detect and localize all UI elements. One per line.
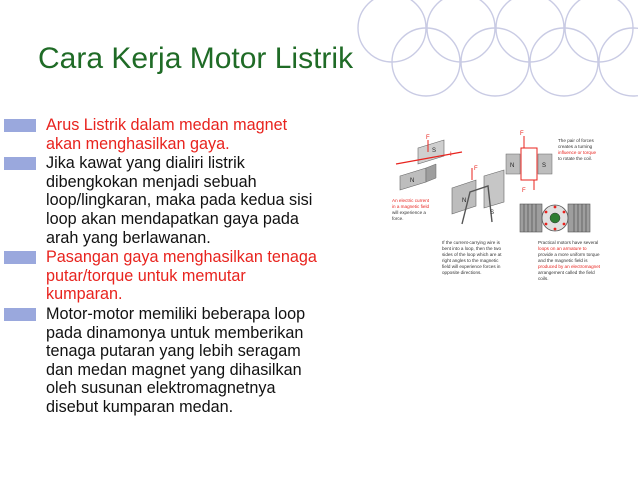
caption-line: in a magnetic field <box>392 204 430 209</box>
circle-shape <box>358 0 426 62</box>
armature-slot <box>545 211 548 214</box>
bullet-line: akan menghasilkan gaya. <box>46 134 230 153</box>
bullet-mark-icon <box>4 157 36 170</box>
magnet-north-block <box>452 180 476 214</box>
bullet-line: loop akan mendapatkan gaya pada <box>46 209 299 228</box>
armature-slot <box>545 223 548 226</box>
armature-slot <box>563 223 566 226</box>
caption-line: influence or torque <box>558 150 597 155</box>
caption-line: coils. <box>538 276 549 281</box>
slide-title: Cara Kerja Motor Listrik <box>38 42 354 75</box>
armature-core <box>550 213 560 223</box>
force-label: F <box>474 166 478 172</box>
pole-n-label: N <box>510 163 515 169</box>
pole-s-label: S <box>542 163 547 169</box>
caption-line: Practical motors have several <box>538 240 599 245</box>
field-coil-right <box>568 204 590 232</box>
motor-diagram <box>392 118 622 318</box>
caption-line: bent into a loop, then the two <box>442 246 501 251</box>
pole-s-label: S <box>432 148 437 154</box>
caption-line: If the current-carrying wire is <box>442 240 500 245</box>
magnet-block-side <box>426 164 436 182</box>
force-label: F <box>426 135 430 141</box>
caption-line: sides of the loop which are at <box>442 252 502 257</box>
bullet-item <box>0 305 390 417</box>
bullet-line: tenaga putaran yang lebih seragam <box>46 342 301 361</box>
caption-line: creates a turning <box>558 144 593 149</box>
bullet-mark-icon <box>4 251 36 264</box>
panel-wire-in-field <box>392 135 462 221</box>
coil-loop <box>521 148 537 180</box>
panel-armature <box>520 204 601 281</box>
field-coil-left <box>520 204 542 232</box>
magnet-south-block <box>484 170 504 208</box>
force-label-top: F <box>520 131 524 137</box>
caption-line: and the magnetic field is <box>538 258 588 263</box>
caption-line: will experience a <box>392 210 426 215</box>
pole-n-label: N <box>462 198 467 204</box>
caption-line: arrangement called the field <box>538 270 595 275</box>
caption-line: The pair of forces <box>558 138 594 143</box>
armature-slot <box>554 206 557 209</box>
bullet-line: dibengkokan menjadi sebuah <box>46 172 257 191</box>
bullet-mark-icon <box>4 308 36 321</box>
bullet-line: Motor-motor memiliki beberapa loop <box>46 304 306 323</box>
circle-shape <box>530 28 598 96</box>
caption-line: loops on an armature to <box>538 246 587 251</box>
bullet-line: kumparan. <box>46 285 123 304</box>
circle-shape <box>565 0 633 62</box>
armature-slot <box>554 228 557 231</box>
caption-line: An electric current <box>392 198 430 203</box>
bullet-item <box>0 154 390 247</box>
caption-line: produced by an electromagnet <box>538 264 601 269</box>
caption-line: field will experience forces in <box>442 264 501 269</box>
force-label-bottom: F <box>522 188 526 194</box>
bullet-list <box>0 116 390 418</box>
bullet-line: Arus Listrik dalam medan magnet <box>46 116 288 134</box>
circle-shape <box>496 0 564 62</box>
circle-shape <box>427 0 495 62</box>
bullet-line: loop/lingkaran, maka pada kedua sisi <box>46 191 313 210</box>
bullet-line: putar/torque untuk memutar <box>46 266 246 285</box>
caption-line: to rotate the coil. <box>558 156 592 161</box>
caption-line: right angles to the magnetic <box>442 258 499 263</box>
bullet-line: arah yang berlawanan. <box>46 228 211 247</box>
bullet-item <box>0 248 390 304</box>
circle-shape <box>461 28 529 96</box>
pole-n-label: N <box>410 178 415 184</box>
panel-loop <box>442 166 504 275</box>
bullet-line: Jika kawat yang dialiri listrik <box>46 154 245 173</box>
bullet-item <box>0 116 390 153</box>
bullet-line: dan medan magnet yang dihasilkan <box>46 360 302 379</box>
magnet-south-block <box>418 140 444 164</box>
bullet-line: oleh susunan elektromagnetnya <box>46 379 276 398</box>
current-label: I <box>450 152 452 158</box>
armature-slot <box>563 211 566 214</box>
pole-s-label: S <box>490 210 495 216</box>
circle-shape <box>392 28 460 96</box>
caption-line: opposite directions. <box>442 270 482 275</box>
bullet-line: disebut kumparan medan. <box>46 397 234 416</box>
bullet-line: pada dinamonya untuk memberikan <box>46 323 304 342</box>
caption-line: force. <box>392 216 404 221</box>
bullet-mark-icon <box>4 119 36 132</box>
bullet-line: Pasangan gaya menghasilkan tenaga <box>46 248 317 267</box>
caption-line: provide a more uniform torque <box>538 252 600 257</box>
panel-torque <box>506 131 596 194</box>
